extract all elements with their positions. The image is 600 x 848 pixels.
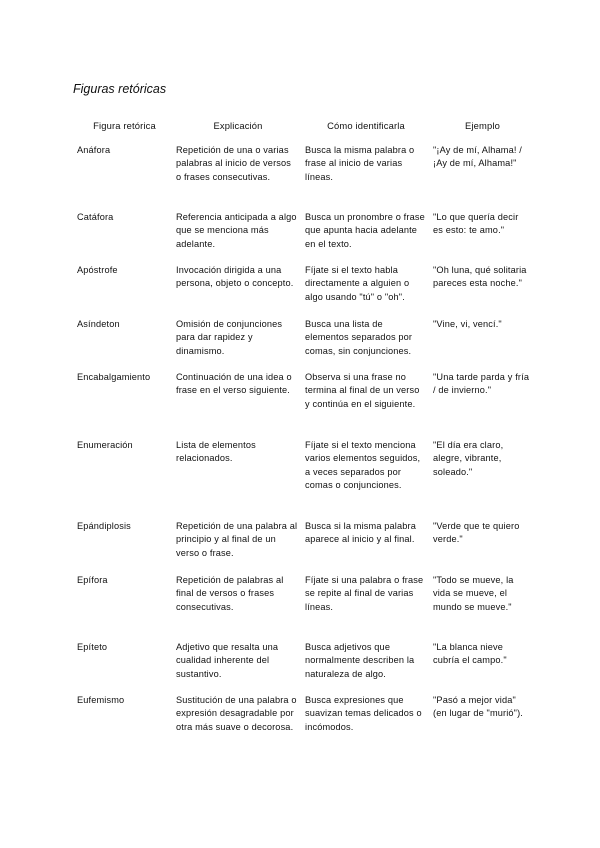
figure-how-to-identify: Fíjate si una palabra o frase se repite al final de varias líneas. [305,575,424,612]
figure-how-to-identify: Busca una lista de elementos separados por comas, sin conjunciones. [305,319,413,356]
figure-explanation: Repetición de una o varias palabras al inicio de versos o frases consecutivas. [176,145,292,182]
header-how-to-identify: Cómo identificarla [327,120,405,131]
figure-name: Epíteto [77,642,108,652]
figure-explanation: Omisión de conjunciones para dar rapidez y dinamismo. [176,319,283,356]
figure-example: "¡Ay de mí, Alhama! / ¡Ay de mí, Alhama!" [433,145,522,169]
figure-explanation: Referencia anticipada a algo que se menciona más adelante. [176,212,297,249]
figure-how-to-identify: Busca expresiones que suavizan temas delicados o incómodos. [305,695,422,732]
header-explanation: Explicación [213,120,263,131]
figure-name: Epífora [77,575,108,585]
figure-explanation: Repetición de palabras al final de versos o frases consecutivas. [176,575,284,612]
table-row [75,371,535,439]
document-title: Figuras retóricas [73,82,167,96]
figure-example: "Una tarde parda y fría / de invierno." [433,372,530,396]
figure-name: Enumeración [77,440,133,450]
figure-name: Encabalgamiento [77,372,151,382]
table-row [75,439,535,520]
figure-explanation: Repetición de una palabra al principio y al final de un verso o frase. [176,521,298,558]
figure-how-to-identify: Fíjate si el texto habla directamente a alguien o algo usando "tú" o "oh". [305,265,410,302]
figure-example: "Vine, vi, vencí." [433,319,502,329]
header-example: Ejemplo [465,120,500,131]
table-row [75,264,535,318]
figure-explanation: Invocación dirigida a una persona, objeto o concepto. [176,265,294,289]
figure-how-to-identify: Busca un pronombre o frase que apunta hacia adelante en el texto. [305,212,425,249]
table-row [75,211,535,264]
figure-example: "El día era claro, alegre, vibrante, soleado." [433,440,504,477]
figure-explanation: Continuación de una idea o frase en el verso siguiente. [176,372,292,396]
figure-explanation: Sustitución de una palabra o expresión desagradable por otra más suave o decorosa. [176,695,297,732]
figure-example: "La blanca nieve cubría el campo." [433,642,507,666]
figure-how-to-identify: Busca la misma palabra o frase al inicio de varias líneas. [305,145,415,182]
figure-example: "Verde que te quiero verde." [433,521,520,545]
figure-name: Anáfora [77,145,111,155]
header-figure: Figura retórica [93,120,156,131]
table-row [75,574,535,641]
rhetorical-figures-table [75,117,535,754]
figure-how-to-identify: Busca si la misma palabra aparece al inicio y al final. [305,521,416,545]
table-row [75,641,535,694]
figure-example: "Oh luna, qué solitaria pareces esta noche." [433,265,527,289]
figure-how-to-identify: Fíjate si el texto menciona varios elementos seguidos, a veces separados por comas o conjunciones. [305,440,421,491]
figure-name: Apóstrofe [77,265,118,275]
figure-explanation: Adjetivo que resalta una cualidad inherente del sustantivo. [176,642,279,679]
figure-example: "Todo se mueve, la vida se mueve, el mundo se mueve." [433,575,514,612]
table-row [75,694,535,754]
figure-name: Catáfora [77,212,114,222]
figure-how-to-identify: Busca adjetivos que normalmente describen la naturaleza de algo. [305,642,415,679]
figure-how-to-identify: Observa si una frase no termina al final de un verso y continúa en el siguiente. [305,372,420,409]
figure-name: Eufemismo [77,695,125,705]
figure-name: Epándiplosis [77,521,131,531]
figure-name: Asíndeton [77,319,120,329]
table-header-row [75,117,535,144]
figure-example: "Lo que quería decir es esto: te amo." [433,212,519,236]
table-row [75,318,535,371]
table-row [75,520,535,574]
figure-explanation: Lista de elementos relacionados. [176,440,256,464]
figure-example: "Pasó a mejor vida" (en lugar de "murió"). [433,695,523,719]
table-row [75,144,535,211]
